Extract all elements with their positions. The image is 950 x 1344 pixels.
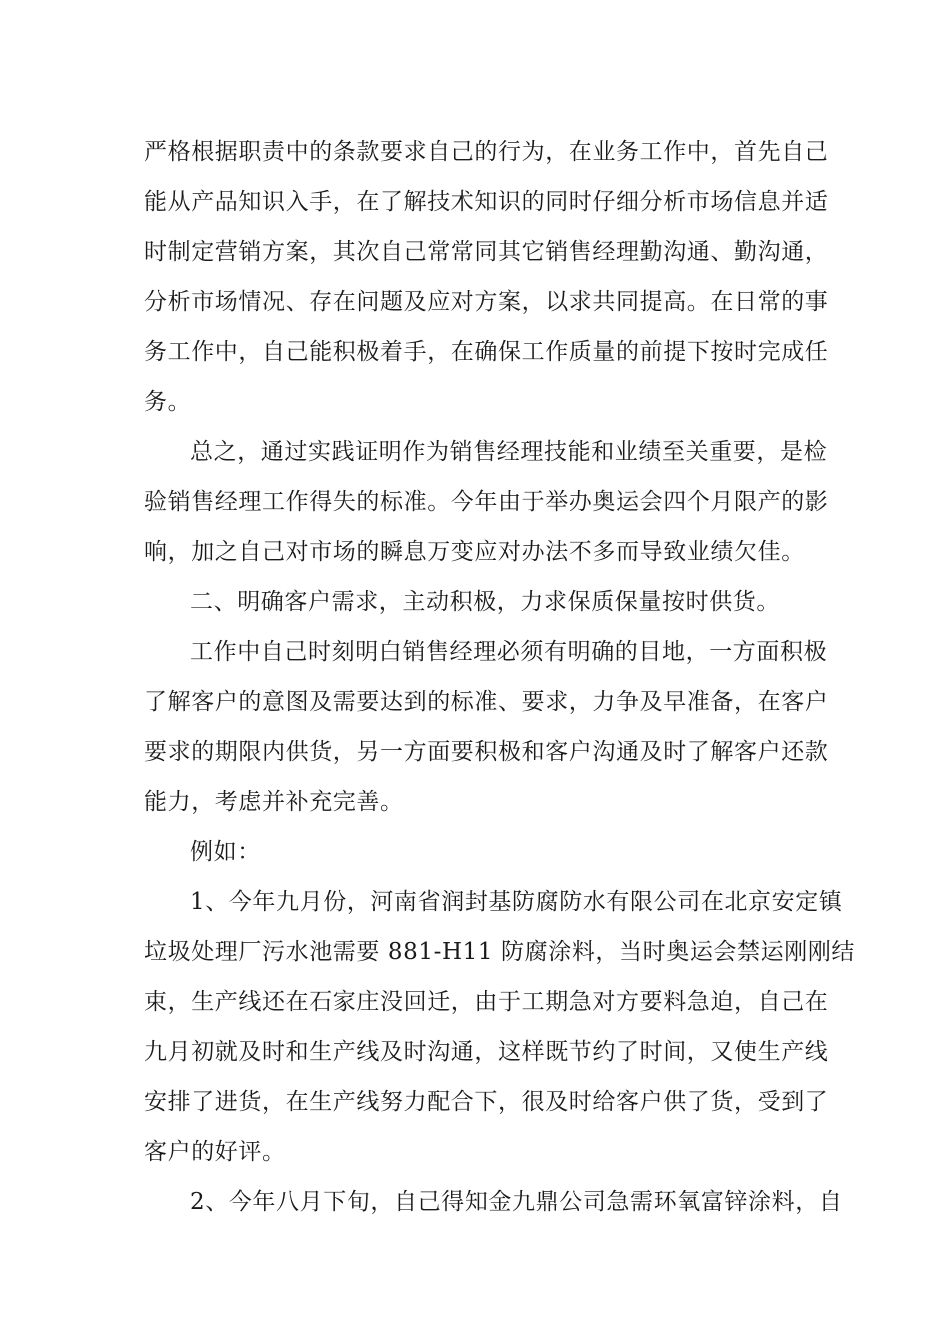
paragraph-line: 工作中自己时刻明白销售经理必须有明确的目地，一方面积极 (190, 639, 828, 665)
paragraph-line: 束，生产线还在石家庄没回迁，由于工期急对方要料急迫，自己在 (144, 989, 829, 1015)
paragraph-line: 要求的期限内供货，另一方面要积极和客户沟通及时了解客户还款 (144, 739, 829, 765)
paragraph-line: 安排了进货，在生产线努力配合下，很及时给客户供了货，受到了 (144, 1089, 829, 1115)
paragraph-line: 务工作中，自己能积极着手，在确保工作质量的前提下按时完成任 (144, 339, 829, 365)
paragraph-line: 验销售经理工作得失的标准。今年由于举办奥运会四个月限产的影 (144, 489, 829, 515)
paragraph-line: 例如： (190, 839, 261, 865)
paragraph-line: 2、今年八月下旬，自己得知金九鼎公司急需环氧富锌涂料，自 (190, 1189, 843, 1215)
paragraph-line: 能从产品知识入手，在了解技术知识的同时仔细分析市场信息并适 (144, 189, 829, 215)
section-heading: 二、明确客户需求，主动积极，力求保质保量按时供货。 (190, 589, 780, 615)
paragraph-line: 总之，通过实践证明作为销售经理技能和业绩至关重要，是检 (190, 439, 828, 465)
paragraph-line: 时制定营销方案，其次自己常常同其它销售经理勤沟通、勤沟通， (144, 239, 829, 265)
paragraph-line: 严格根据职责中的条款要求自己的行为，在业务工作中，首先自己 (144, 139, 829, 165)
paragraph-line: 务。 (144, 389, 192, 415)
paragraph-line: 垃圾处理厂污水池需要 881-H11 防腐涂料，当时奥运会禁运刚刚结 (144, 939, 856, 965)
paragraph-line: 了解客户的意图及需要达到的标准、要求，力争及早准备，在客户 (144, 689, 829, 715)
paragraph-line: 能力，考虑并补充完善。 (144, 789, 404, 815)
paragraph-line: 九月初就及时和生产线及时沟通，这样既节约了时间，又使生产线 (144, 1039, 829, 1065)
paragraph-line: 分析市场情况、存在问题及应对方案，以求共同提高。在日常的事 (144, 289, 829, 315)
paragraph-line: 1、今年九月份，河南省润封基防腐防水有限公司在北京安定镇 (190, 889, 843, 915)
paragraph-line: 响，加之自己对市场的瞬息万变应对办法不多而导致业绩欠佳。 (144, 539, 805, 565)
paragraph-line: 客户的好评。 (144, 1139, 286, 1165)
